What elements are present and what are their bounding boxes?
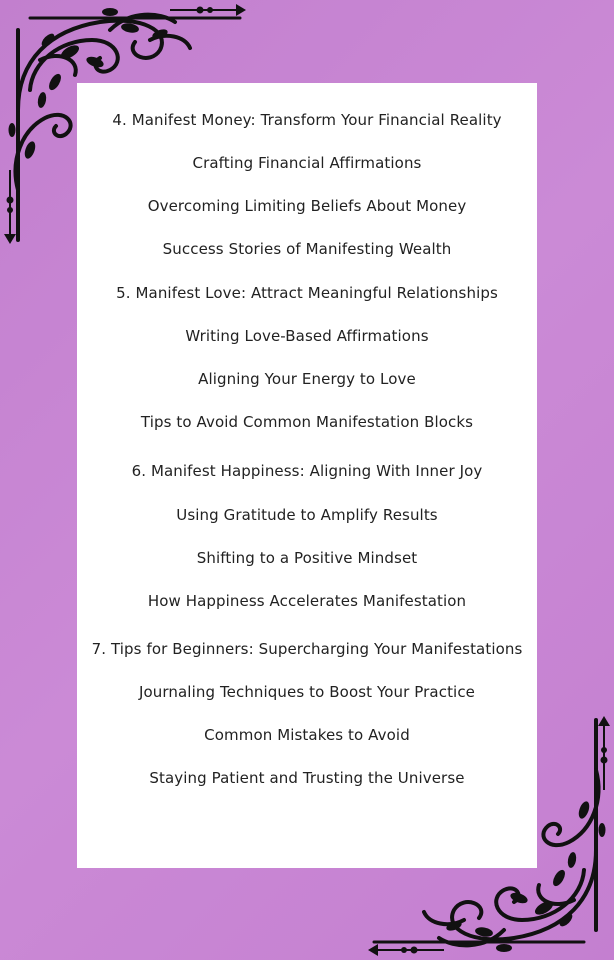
section-heading-tips-beginners: 7. Tips for Beginners: Supercharging Your Manifestations (91, 640, 523, 658)
toc-card (77, 83, 537, 868)
toc-item-happiness-accelerates: How Happiness Accelerates Manifestation (147, 592, 467, 610)
toc-item-writing-love-affirmations: Writing Love-Based Affirmations (185, 327, 429, 345)
toc-item-avoid-manifestation-blocks: Tips to Avoid Common Manifestation Blocks (140, 413, 474, 431)
toc-item-success-stories-wealth: Success Stories of Manifesting Wealth (162, 240, 452, 258)
toc-item-common-mistakes: Common Mistakes to Avoid (204, 726, 410, 744)
toc-item-journaling-techniques: Journaling Techniques to Boost Your Practice (139, 683, 475, 701)
toc-item-aligning-energy-love: Aligning Your Energy to Love (198, 370, 416, 388)
toc-item-staying-patient: Staying Patient and Trusting the Universe (149, 769, 465, 787)
toc-item-positive-mindset: Shifting to a Positive Mindset (196, 549, 418, 567)
section-heading-manifest-love: 5. Manifest Love: Attract Meaningful Relationships (116, 284, 498, 302)
toc-item-gratitude-amplify: Using Gratitude to Amplify Results (176, 506, 438, 524)
section-heading-manifest-money: 4. Manifest Money: Transform Your Financial Reality (112, 111, 502, 129)
section-heading-manifest-happiness: 6. Manifest Happiness: Aligning With Inner Joy (131, 462, 483, 480)
toc-item-crafting-financial-affirmations: Crafting Financial Affirmations (192, 154, 422, 172)
toc-item-overcoming-limiting-beliefs: Overcoming Limiting Beliefs About Money (147, 197, 467, 215)
